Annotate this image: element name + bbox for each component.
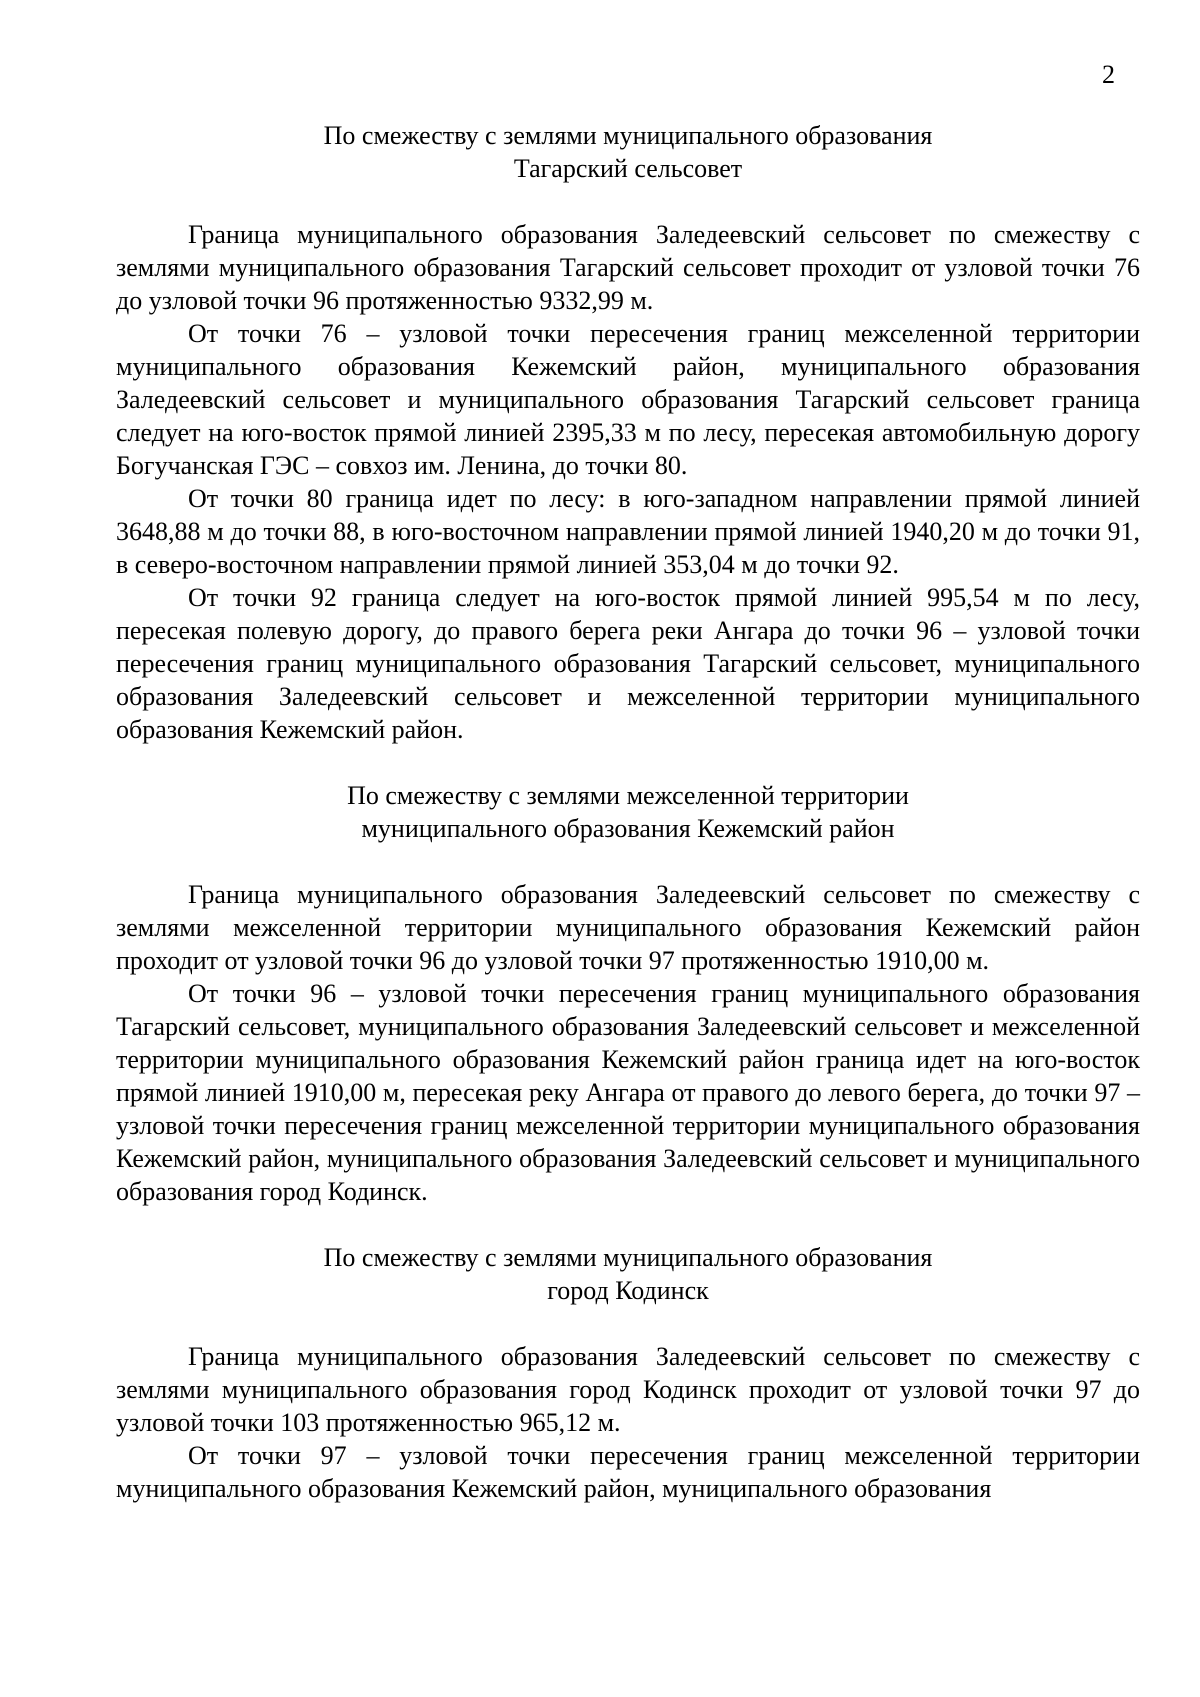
paragraph: От точки 97 – узловой точки пересечения границ межселенной территории муниципального образования Кежемский район, муниципального образования xyxy=(116,1441,1140,1503)
page-number: 2 xyxy=(1102,60,1115,89)
paragraph: От точки 92 граница следует на юго-восток прямой линией 995,54 м по лесу, пересекая полевую дорогу, до правого берега реки Ангара до точки 96 – узловой точки пересечения границ муниципального образования Тагарский сельсовет, муниципального образования Заледеевский сельсовет и межселенной территории муниципального образования Кежемский район. xyxy=(116,583,1140,744)
section-heading xyxy=(116,119,1140,185)
paragraph: От точки 80 граница идет по лесу: в юго-западном направлении прямой линией 3648,88 м до точки 88, в юго-восточном направлении прямой линией 1940,20 м до точки 91, в северо-восточном направлении прямой линией 353,04 м до точки 92. xyxy=(116,484,1140,579)
section-heading xyxy=(116,779,1140,845)
paragraph: Граница муниципального образования Заледеевский сельсовет по смежеству с землями муниципального образования город Кодинск проходит от узловой точки 97 до узловой точки 103 протяженностью 965,12 м. xyxy=(116,1342,1140,1437)
paragraph: Граница муниципального образования Заледеевский сельсовет по смежеству с землями муниципального образования Тагарский сельсовет проходит от узловой точки 76 до узловой точки 96 протяженностью 9332,99 м. xyxy=(116,220,1140,315)
section-heading-line: По смежеству с землями муниципального образования xyxy=(323,121,933,150)
paragraph: От точки 96 – узловой точки пересечения границ муниципального образования Тагарский сельсовет, муниципального образования Заледеевский сельсовет и межселенной территории муниципального образования Кежемский район граница идет на юго-восток прямой линией 1910,00 м, пересекая реку Ангара от правого до левого берега, до точки 97 – узловой точки пересечения границ межселенной территории муниципального образования Кежемский район, муниципального образования Заледеевский сельсовет и муниципального образования город Кодинск. xyxy=(116,979,1140,1206)
paragraph: Граница муниципального образования Заледеевский сельсовет по смежеству с землями межселенной территории муниципального образования Кежемский район проходит от узловой точки 96 до узловой точки 97 протяженностью 1910,00 м. xyxy=(116,880,1140,975)
section-heading-line: Тагарский сельсовет xyxy=(513,154,743,183)
document-body xyxy=(116,119,1140,1505)
section-heading-line: По смежеству с землями межселенной территории xyxy=(347,781,909,810)
section-heading xyxy=(116,1241,1140,1307)
section-tagarsky xyxy=(116,119,1140,746)
section-heading-line: город Кодинск xyxy=(547,1276,709,1305)
section-heading-line: По смежеству с землями муниципального образования xyxy=(323,1243,933,1272)
paragraph: От точки 76 – узловой точки пересечения границ межселенной территории муниципального образования Кежемский район, муниципального образования Заледеевский сельсовет и муниципального образования Тагарский сельсовет граница следует на юго-восток прямой линией 2395,33 м по лесу, пересекая автомобильную дорогу Богучанская ГЭС – совхоз им. Ленина, до точки 80. xyxy=(116,319,1140,480)
section-kodinsk xyxy=(116,1241,1140,1505)
section-kezhemsky xyxy=(116,779,1140,1208)
section-heading-line: муниципального образования Кежемский район xyxy=(361,814,895,843)
